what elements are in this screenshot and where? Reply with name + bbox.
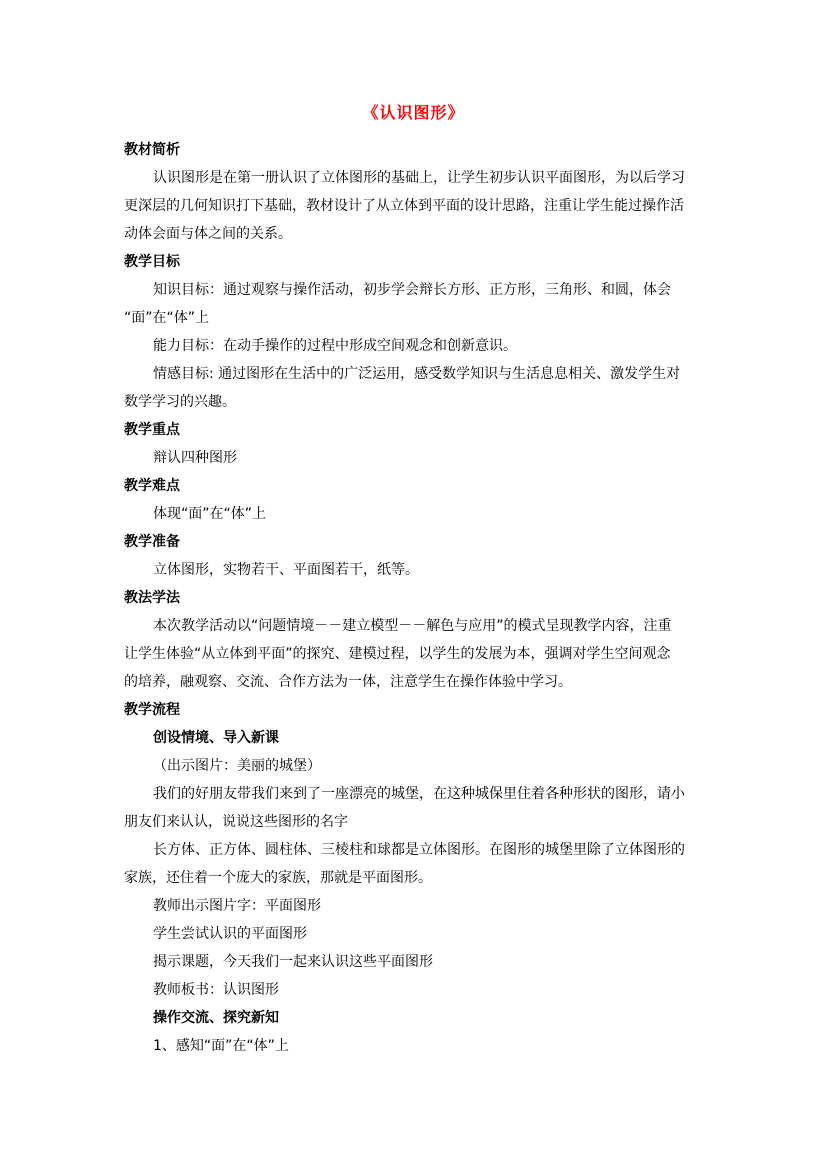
document-title: 《认识图形》	[362, 103, 465, 122]
text-line: 家族，还住着一个庞大的家族，那就是平面图形。	[124, 870, 432, 886]
text-line: 更深层的几何知识打下基础，教材设计了从立体到平面的设计思路，注重让学生能过操作活	[124, 198, 684, 214]
section-heading: 教学重点	[124, 422, 180, 438]
text-line: 动体会面与体之间的关系。	[124, 226, 292, 242]
text-line: 长方体、正方体、圆柱体、三棱柱和球都是立体图形。在图形的城堡里除了立体图形的	[153, 842, 685, 858]
subsection-heading: 操作交流、探究新知	[153, 1010, 279, 1026]
text-line: 情感目标: 通过图形在生活中的广泛运用，感受数学知识与生活息息相关、激发学生对	[153, 366, 681, 382]
text-line: 教师板书：认识图形	[153, 982, 279, 998]
text-line: 知识目标：通过观察与操作活动，初步学会辩长方形、正方形，三角形、和圆，体会	[153, 282, 671, 298]
text-line: 的培养，融观察、交流、合作方法为一体，注意学生在操作体验中学习。	[124, 674, 572, 690]
text-line: 揭示课题，今天我们一起来认识这些平面图形	[153, 954, 433, 970]
text-line: 朋友们来认认，说说这些图形的名字	[124, 814, 348, 830]
text-line: 认识图形是在第一册认识了立体图形的基础上，让学生初步认识平面图形，为以后学习	[153, 170, 685, 186]
text-line: 我们的好朋友带我们来到了一座漂亮的城堡，在这种城保里住着各种形状的图形，请小	[153, 786, 685, 802]
text-line: 数学学习的兴趣。	[124, 394, 236, 410]
text-line: 本次教学活动以“问题情境－－建立模型－－解色与应用”的模式呈现教学内容，注重	[153, 618, 672, 634]
text-line: “面”在“体”上	[124, 310, 210, 326]
section-heading: 教学流程	[124, 702, 180, 718]
text-line: 1、感知“面”在“体”上	[153, 1038, 289, 1054]
text-line: 辩认四种图形	[153, 450, 237, 466]
text-line: 教师出示图片字：平面图形	[153, 898, 321, 914]
text-line: 能力目标：在动手操作的过程中形成空间观念和创新意识。	[153, 338, 517, 354]
section-heading: 教法学法	[124, 590, 180, 606]
text-line: （出示图片：美丽的城堡）	[153, 758, 321, 774]
text-line: 立体图形，实物若干、平面图若干，纸等。	[153, 562, 419, 578]
section-heading: 教学准备	[124, 534, 180, 550]
subsection-heading: 创设情境、导入新课	[153, 730, 279, 746]
text-line: 让学生体验“从立体到平面”的探究、建模过程，以学生的发展为本，强调对学生空间观念	[124, 646, 671, 662]
text-line: 学生尝试认识的平面图形	[153, 926, 307, 942]
section-heading: 教学目标	[124, 254, 180, 270]
text-line: 体现“面”在“体”上	[153, 506, 267, 522]
section-heading: 教材简析	[124, 142, 180, 158]
section-heading: 教学难点	[124, 478, 180, 494]
document-body	[124, 136, 710, 1060]
